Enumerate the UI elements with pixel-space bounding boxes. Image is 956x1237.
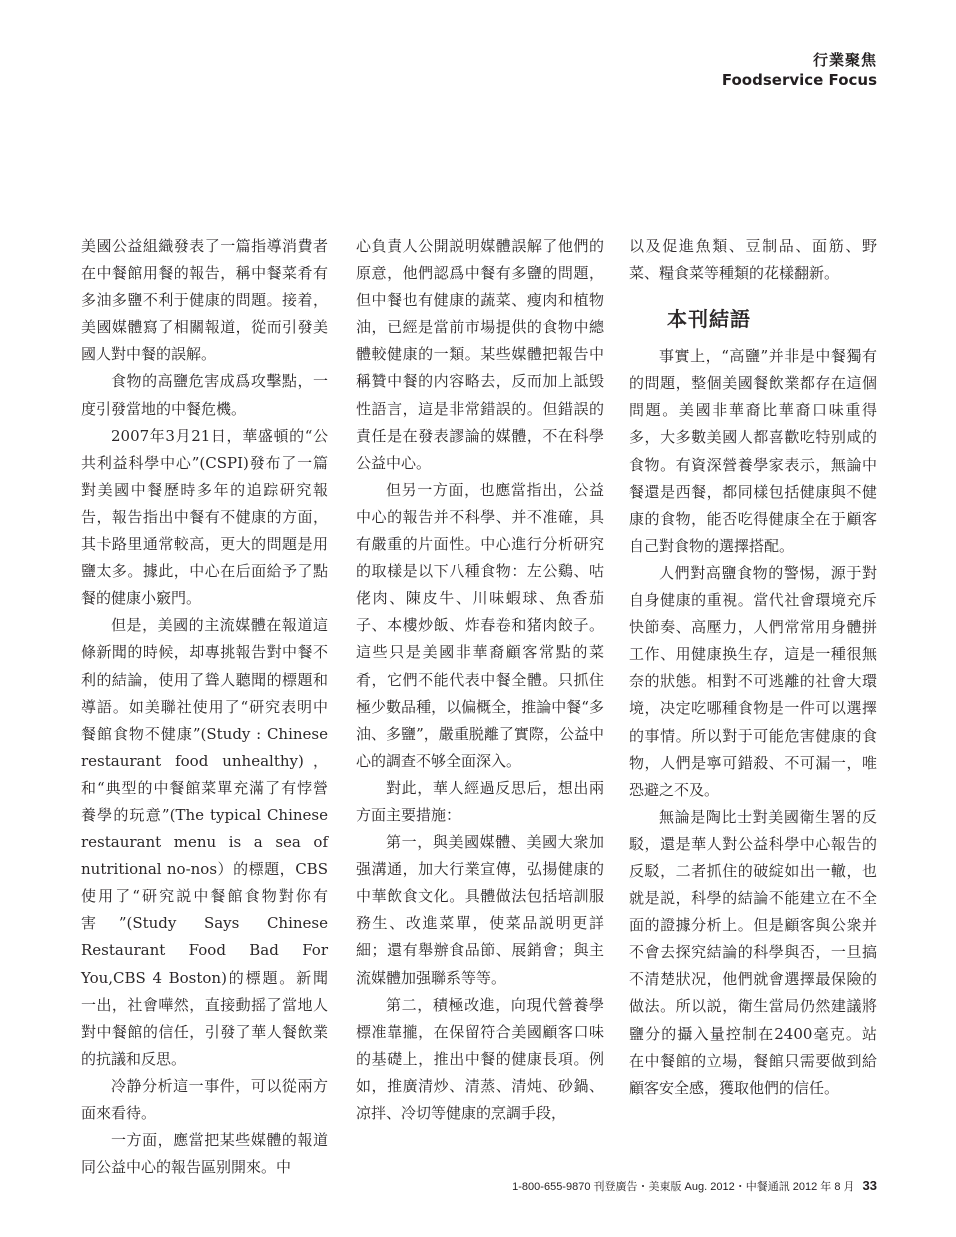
paragraph: 人們對高鹽食物的警惕，源于對自身健康的重視。當代社會環境充斥快節奏、高壓力，人們常常用身體拼工作、用健康换生存，這是一種很無奈的狀態。相對不可逃離的社會大環境，决定吃哪種食物是一件可以選擇的事情。所以對于可能危害健康的食物，人們是寧可錯殺、不可漏一，唯恐避之不及。 <box>629 563 877 799</box>
paragraph: 2007年3月21日，華盛頓的“公共利益科學中心”(CSPI)發布了一篇對美國中餐歷時多年的追踪研究報告，報告指出中餐有不健康的方面，其卡路里通常較高，更大的問題是用鹽太多。據此，中心在后面給予了點餐的健康小竅門。 <box>81 426 328 608</box>
paragraph: 但另一方面，也應當指出，公益中心的報告并不科學、并不准確，具有嚴重的片面性。中心進行分析研究的取樣是以下八種食物：左公鷄、咕佬肉、陳皮牛、川味蝦球、魚香茄子、本樓炒飯、炸春卷和猪肉餃子。這些只是美國非華裔顧客常點的菜肴，它們不能代表中餐全體。只抓住極少數品種，以偏概全，推論中餐“多油、多鹽”，嚴重脱離了實際，公益中心的調查不够全面深入。 <box>356 480 604 770</box>
paragraph: 一方面，應當把某些媒體的報道同公益中心的報告區别開來。中 <box>81 1131 328 1177</box>
conclusion-heading: 本刊結語 <box>667 307 751 332</box>
paragraph: 心負責人公開説明媒體誤解了他們的原意，他們認爲中餐有多鹽的問題，但中餐也有健康的蔬菜、瘦肉和植物油，已經是當前市場提供的食物中總體較健康的一類。某些媒體把報告中稱贊中餐的内容略去，反而加上詆毁性語言，這是非常錯誤的。但錯誤的責任是在發表謬論的媒體，不在科學公益中心。 <box>356 237 604 472</box>
page-footer <box>512 1178 877 1194</box>
paragraph: 事實上，“高鹽”并非是中餐獨有的問題，整個美國餐飲業都存在這個問題。美國非華裔比華裔口味重得多，大多數美國人都喜歡吃特别咸的食物。有資深營養學家表示，無論中餐還是西餐，都同樣包括健康與不健康的食物，能否吃得健康全在于顧客自己對食物的選擇搭配。 <box>629 347 877 555</box>
paragraph: 第二，積極改進，向現代營養學標准靠攏，在保留符合美國顧客口味的基礎上，推出中餐的健康長項。例如，推廣清炒、清蒸、清炖、砂鍋、凉拌、冷切等健康的烹調手段， <box>356 995 604 1122</box>
section-header <box>722 50 877 90</box>
page-number: 33 <box>862 1178 877 1193</box>
footer-text: 1-800-655-9870 刊登廣告・美東版 Aug. 2012・中餐通訊 2012 年 8 月 <box>512 1181 855 1193</box>
paragraph: 美國公益組織發表了一篇指導消費者在中餐館用餐的報告，稱中餐菜肴有多油多鹽不利于健康的問題。接着，美國媒體寫了相關報道，從而引發美國人對中餐的誤解。 <box>81 237 328 364</box>
section-title-en: Foodservice Focus <box>721 71 877 89</box>
paragraph: 第一，與美國媒體、美國大衆加强溝通，加大行業宣傳，弘揚健康的中華飲食文化。具體做法包括培訓服務生、改進菜單，使菜品説明更詳細；還有舉辦食品節、展銷會；與主流媒體加强聯系等等。 <box>356 833 604 987</box>
paragraph: 冷静分析這一事件，可以從兩方面來看待。 <box>81 1076 328 1122</box>
paragraph: 無論是陶比士對美國衛生署的反駁，還是華人對公益科學中心報告的反駁，二者抓住的破綻如出一轍，也就是説，科學的結論不能建立在不全面的證據分析上。但是顧客與公衆并不會去探究結論的科學與否，一旦搞不清楚狀况，他們就會選擇最保險的做法。所以説，衛生當局仍然建議將鹽分的攝入量控制在2400毫克。站在中餐館的立場，餐館只需要做到給顧客安全感，獲取他們的信任。 <box>629 807 877 1097</box>
article-column-1 <box>81 233 328 1181</box>
article-column-2 <box>356 233 604 1127</box>
article-column-3 <box>629 233 877 1102</box>
paragraph: 以及促進魚類、豆制品、面筋、野菜、糧食菜等種類的花樣翻新。 <box>629 237 877 283</box>
section-title-zh: 行業聚焦 <box>812 51 877 69</box>
paragraph: 對此，華人經過反思后，想出兩方面主要措施： <box>356 778 604 824</box>
paragraph: 食物的高鹽危害成爲攻擊點，一度引發當地的中餐危機。 <box>81 372 328 418</box>
paragraph: 但是，美國的主流媒體在報道這條新聞的時候，却專挑報告對中餐不利的結論，使用了聳人聽聞的標題和導語。如美聯社使用了“研究表明中餐館食物不健康”(Study : Chinese restaurant food unhealthy)，和“典型的中餐館菜單充滿了有悖營養學的玩意”(The typical Chinese restaurant menu is a sea of nutritional no-nos）的標題，CBS使用了“研究説中餐館食物對你有害”(Study Says Chinese Restaurant Food Bad For You,CBS 4 Boston)的標題。新聞一出，社會嘩然，直接動摇了當地人對中餐館的信任，引發了華人餐飲業的抗議和反思。 <box>81 616 328 1068</box>
